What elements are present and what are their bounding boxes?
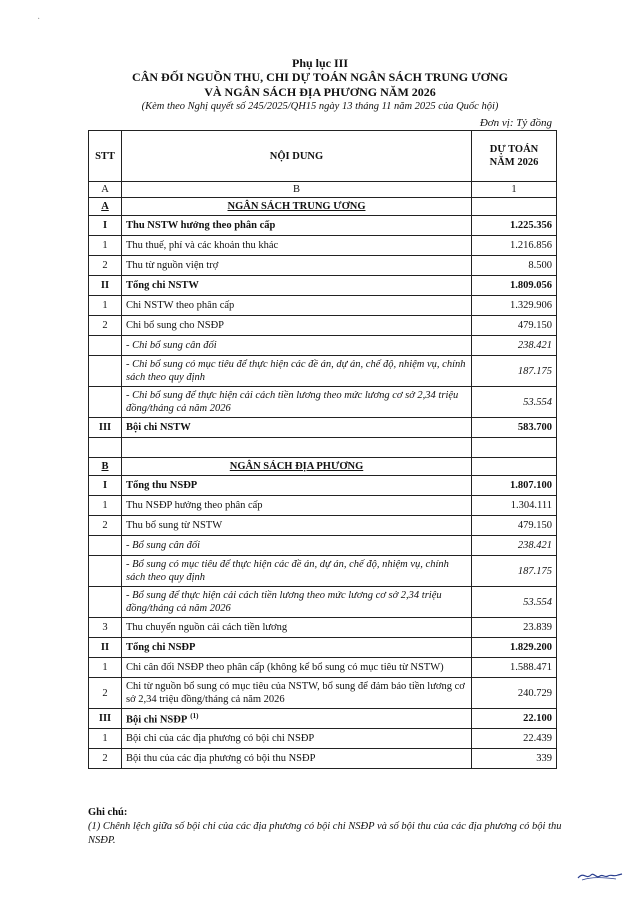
document-header [0,56,640,114]
row-content-text: Bội chi NSĐP [126,714,188,726]
col-label-1: 1 [472,182,557,198]
row-content [122,356,472,387]
table-row [89,236,557,256]
row-stt: 2 [89,316,122,336]
col-estimate-line-2: NĂM 2026 [489,157,539,168]
row-content [122,387,472,418]
row-content [122,476,472,496]
row-value: 22.439 [472,729,557,749]
row-content-text: Chi cân đối NSĐP theo phân cấp (không kể bổ sung có mục tiêu từ NSTW) [126,662,444,673]
row-content [122,256,472,276]
col-estimate-header [472,131,557,182]
row-value [472,458,557,476]
table-row [89,198,557,216]
row-value: 1.216.856 [472,236,557,256]
row-content-text: - Chi bổ sung có mục tiêu để thực hiện các đề án, dự án, chế độ, nhiệm vụ, chính sách theo quy định [126,359,466,383]
row-stt: 2 [89,516,122,536]
row-content [122,236,472,256]
row-value: 1.225.356 [472,216,557,236]
table-row [89,587,557,618]
row-value: 1.809.056 [472,276,557,296]
table-row [89,256,557,276]
subtitle: (Kèm theo Nghị quyết số 245/2025/QH15 ngày 13 tháng 11 năm 2025 của Quốc hội) [141,101,499,112]
row-value: 23.839 [472,618,557,638]
table-row [89,678,557,709]
table-row [89,729,557,749]
row-value: 583.700 [472,418,557,438]
table-row [89,296,557,316]
column-label-row [89,182,557,198]
row-value: 479.150 [472,516,557,536]
table-row [89,618,557,638]
row-value: 22.100 [472,709,557,729]
col-estimate-line-1: DỰ TOÁN [489,144,539,155]
spacer-cell [89,438,122,458]
unit-label: Đơn vị: Tỷ đồng [479,117,552,129]
table-row [89,418,557,438]
row-content-text: Chi từ nguồn bổ sung có mục tiêu của NSTW, bổ sung để đảm bảo tiền lương cơ sở 2,34 triệu đồng/tháng cả năm 2026 [126,681,465,705]
row-value: 187.175 [472,556,557,587]
table-row [89,336,557,356]
title-line-1: CÂN ĐỐI NGUỒN THU, CHI DỰ TOÁN NGÂN SÁCH TRUNG ƯƠNG [132,70,508,84]
table-row [89,216,557,236]
col-content-header: NỘI DUNG [122,131,472,182]
row-stt: 1 [89,496,122,516]
row-content-text: Chi NSTW theo phân cấp [126,300,235,311]
row-stt [89,336,122,356]
row-content-text: Thu chuyển nguồn cải cách tiền lương [126,622,288,633]
table-row [89,387,557,418]
row-content [122,496,472,516]
row-content-text: Bội chi NSTW [126,422,191,433]
footnote-marker: (1) [190,712,199,721]
row-content [122,296,472,316]
budget-table [88,130,557,769]
row-content [122,678,472,709]
row-content [122,198,472,216]
table-row [89,476,557,496]
row-stt [89,387,122,418]
row-stt [89,536,122,556]
row-stt: 2 [89,256,122,276]
row-value: 1.807.100 [472,476,557,496]
table-header-row [89,131,557,182]
row-content [122,658,472,678]
spacer-row [89,438,557,458]
table-row [89,638,557,658]
row-stt: 3 [89,618,122,638]
row-content [122,336,472,356]
spacer-cell [122,438,472,458]
table-row [89,709,557,729]
row-content-text: - Bổ sung cân đối [126,540,201,551]
table-row [89,496,557,516]
col-label-b: B [122,182,472,198]
notes-text: (1) Chênh lệch giữa số bội chi của các địa phương có bội chi NSĐP và số bội thu của các địa phương có bội thu NSĐP. [88,821,562,846]
row-value: 238.421 [472,536,557,556]
row-content-text: Tổng chi NSĐP [126,642,196,653]
row-content [122,556,472,587]
row-content-text: Thu NSTW hưởng theo phân cấp [126,220,276,231]
row-content [122,729,472,749]
row-stt: 1 [89,296,122,316]
row-stt [89,356,122,387]
row-value: 1.829.200 [472,638,557,658]
corner-mark: · [37,14,41,25]
row-content-text: Bội thu của các địa phương có bội thu NSĐP [126,753,316,764]
spacer-cell [472,438,557,458]
row-content [122,749,472,769]
row-content [122,216,472,236]
row-content-text: - Chi bổ sung cân đối [126,340,217,351]
row-stt: III [89,418,122,438]
table-row [89,316,557,336]
signature-mark [576,868,624,882]
table-row [89,658,557,678]
row-content-text: Tổng thu NSĐP [126,480,198,491]
row-content [122,709,472,729]
row-value: 187.175 [472,356,557,387]
row-content-text: Thu từ nguồn viện trợ [126,260,219,271]
row-stt: 1 [89,729,122,749]
row-value: 1.588.471 [472,658,557,678]
row-value: 1.304.111 [472,496,557,516]
table-row [89,749,557,769]
notes-title: Ghi chú: [88,807,128,818]
table-row [89,356,557,387]
row-stt: I [89,216,122,236]
row-value: 53.554 [472,587,557,618]
row-content [122,418,472,438]
row-content-text: - Bổ sung để thực hiện cải cách tiền lương theo mức lương cơ sở 2,34 triệu đồng/tháng cả năm 2026 [126,590,442,614]
row-value: 479.150 [472,316,557,336]
row-stt: I [89,476,122,496]
row-content [122,638,472,658]
table-row [89,458,557,476]
row-value: 240.729 [472,678,557,709]
row-value: 238.421 [472,336,557,356]
table-row [89,276,557,296]
row-content-text: Thu bổ sung từ NSTW [126,520,223,531]
row-stt: A [89,198,122,216]
row-content [122,618,472,638]
notes-block [88,806,568,848]
row-value: 339 [472,749,557,769]
row-content-text: - Chi bổ sung để thực hiện cải cách tiền lương theo mức lương cơ sở 2,34 triệu đồng/tháng cả năm 2026 [126,390,459,414]
row-stt [89,556,122,587]
row-stt: 1 [89,658,122,678]
table-body [89,198,557,769]
row-value [472,198,557,216]
row-content-text: NGÂN SÁCH ĐỊA PHƯƠNG [229,461,364,472]
row-stt: 2 [89,678,122,709]
table-row [89,516,557,536]
row-content [122,276,472,296]
row-stt: II [89,638,122,658]
row-content-text: Chi bổ sung cho NSĐP [126,320,225,331]
row-content-text: Thu thuế, phí và các khoản thu khác [126,240,279,251]
row-stt: B [89,458,122,476]
row-stt: 2 [89,749,122,769]
row-content-text: - Bổ sung có mục tiêu để thực hiện các đề án, dự án, chế độ, nhiệm vụ, chính sách theo quy định [126,559,449,583]
row-content [122,536,472,556]
row-content [122,458,472,476]
row-value: 53.554 [472,387,557,418]
row-content-text: Bội chi của các địa phương có bội chi NSĐP [126,733,315,744]
row-content [122,516,472,536]
row-content-text: NGÂN SÁCH TRUNG ƯƠNG [227,201,366,212]
row-value: 1.329.906 [472,296,557,316]
row-stt: III [89,709,122,729]
row-stt: II [89,276,122,296]
row-stt [89,587,122,618]
title-line-2: VÀ NGÂN SÁCH ĐỊA PHƯƠNG NĂM 2026 [204,85,436,99]
row-stt: 1 [89,236,122,256]
row-content-text: Thu NSĐP hưởng theo phân cấp [126,500,263,511]
table-row [89,556,557,587]
table-row [89,536,557,556]
row-content [122,587,472,618]
col-stt-header: STT [89,131,122,182]
row-content-text: Tổng chi NSTW [126,280,199,291]
row-content [122,316,472,336]
col-label-a: A [89,182,122,198]
appendix-label: Phụ lục III [291,56,349,70]
row-value: 8.500 [472,256,557,276]
